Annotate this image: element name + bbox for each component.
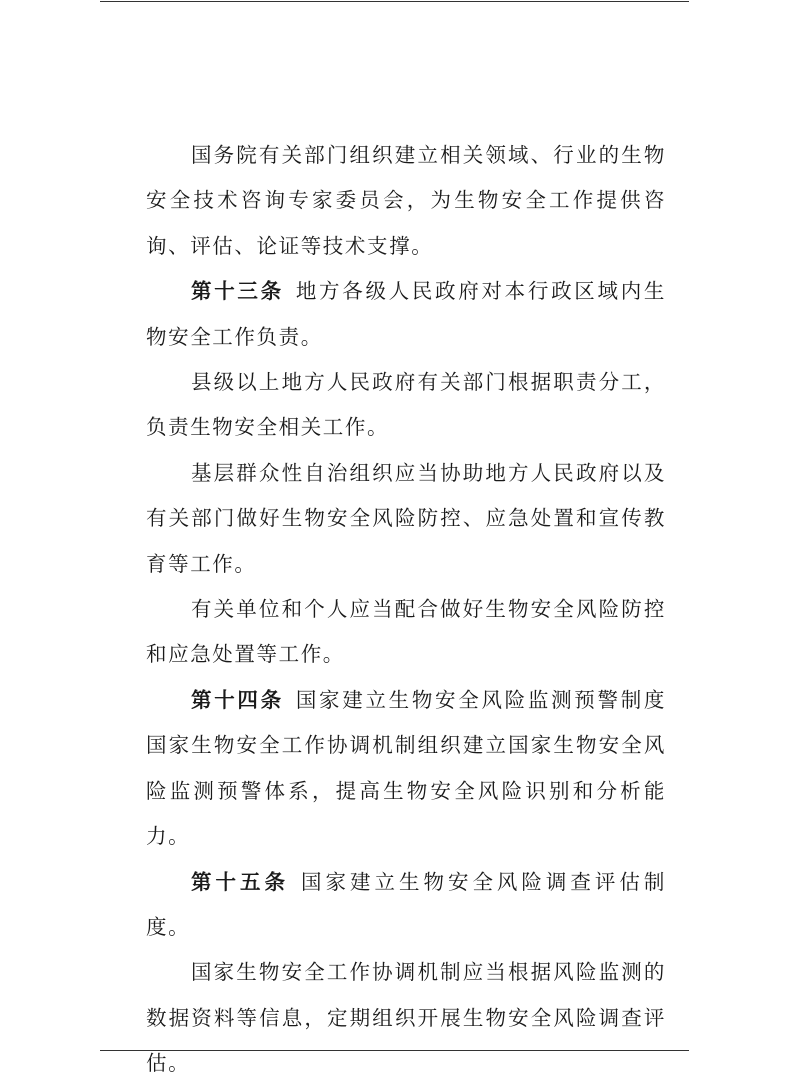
paragraph-1	[146, 133, 666, 269]
paragraph-5	[146, 587, 666, 678]
paragraph-text: 国家建立生物安全风险调查评估制度。	[146, 869, 667, 939]
paragraph-text: 国家建立生物安全风险监测预警制度国家生物安全工作协调机制组织建立国家生物安全风险监测预警体系，提高生物安全风险识别和分析能力。	[146, 687, 666, 849]
document-body	[146, 133, 666, 1087]
paragraph-text: 县级以上地方人民政府有关部门根据职责分工，负责生物安全相关工作。	[146, 370, 666, 440]
paragraph-text: 地方各级人民政府对本行政区域内生物安全工作负责。	[146, 279, 666, 349]
article-number: 第十四条	[191, 687, 284, 712]
top-border-line	[100, 1, 689, 2]
paragraph-4	[146, 451, 666, 587]
paragraph-6	[146, 678, 666, 860]
paragraph-2	[146, 269, 666, 360]
paragraph-8	[146, 950, 666, 1086]
paragraph-text: 国家生物安全工作协调机制应当根据风险监测的数据资料等信息，定期组织开展生物安全风险调查评估。	[146, 960, 666, 1076]
paragraph-text: 有关单位和个人应当配合做好生物安全风险防控和应急处置等工作。	[146, 597, 666, 667]
paragraph-text: 国务院有关部门组织建立相关领域、行业的生物安全技术咨询专家委员会，为生物安全工作提供咨询、评估、论证等技术支撑。	[146, 143, 666, 258]
article-number: 第十三条	[191, 279, 284, 304]
paragraph-text: 基层群众性自治组织应当协助地方人民政府以及有关部门做好生物安全风险防控、应急处置和宣传教育等工作。	[146, 460, 666, 576]
bottom-border-line	[100, 1050, 689, 1051]
article-number: 第十五条	[191, 869, 289, 894]
paragraph-7	[146, 860, 666, 951]
paragraph-3	[146, 360, 666, 451]
